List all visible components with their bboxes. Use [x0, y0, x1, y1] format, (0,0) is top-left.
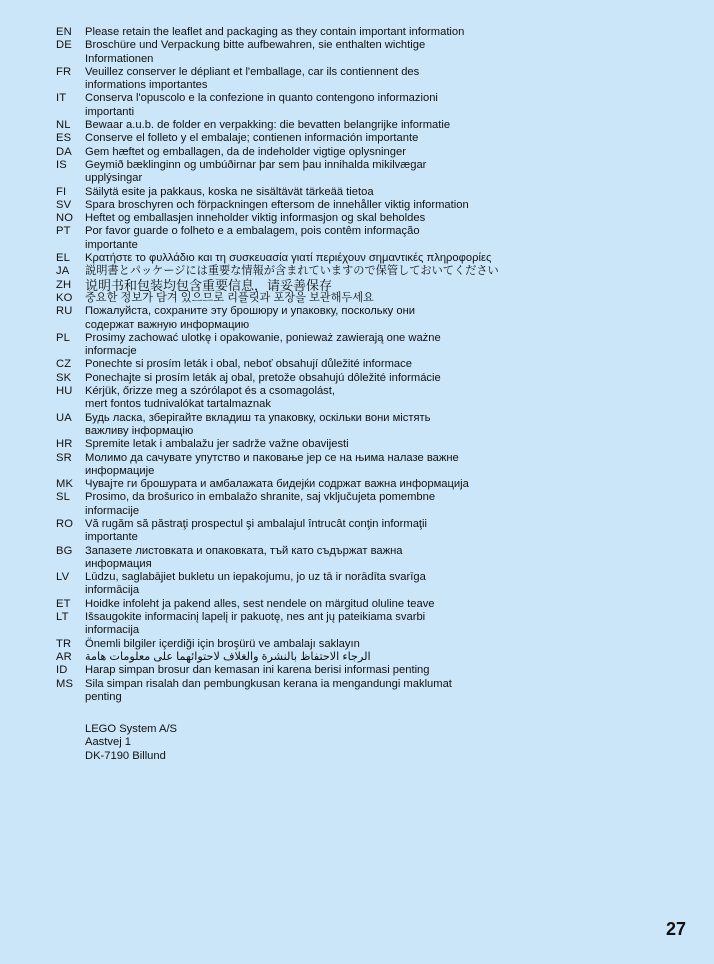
lang-code: SR [56, 451, 72, 464]
lang-code: IS [56, 158, 67, 171]
lang-code: KO [56, 291, 73, 304]
lang-row-de [56, 39, 526, 66]
lang-text: Пожалуйста, сохраните эту брошюру и упаковку, поскольку они содержат важную информацию [85, 305, 416, 331]
lang-code: SK [56, 371, 72, 384]
lang-code: SL [56, 491, 71, 504]
lang-text: الرجاء الاحتفاظ بالنشرة والغلاف لاحتوائهما على معلومات هامة [85, 650, 371, 663]
lang-row-lt [56, 611, 526, 638]
lang-code: EL [56, 252, 71, 265]
lang-code: IT [56, 92, 67, 105]
lang-text: Conserva l'opuscolo e la confezione in quanto contengono informazioni importanti [85, 92, 438, 118]
lang-text: Молимо да сачувате упутство и паковање јер се на њима налазе важне информације [85, 451, 459, 477]
lang-row-es [56, 132, 526, 145]
lang-code: CZ [56, 358, 72, 371]
lang-text: Por favor guarde o folheto e a embalagem, pois contêm informação importante [85, 225, 420, 251]
company-address [85, 723, 177, 763]
lang-code: ES [56, 132, 72, 145]
page-number: 27 [665, 919, 686, 939]
lang-row-cz [56, 358, 526, 371]
lang-code: PT [56, 225, 71, 238]
lang-code: HU [56, 385, 73, 398]
lang-code: LV [56, 571, 70, 584]
lang-row-fi [56, 186, 526, 199]
lang-text: Önemli bilgiler içerdiği için broşürü ve ambalajı saklayın [85, 637, 360, 650]
lang-row-sr [56, 452, 526, 479]
lang-text: Broschüre und Verpackung bitte aufbewahren, sie enthalten wichtige Informationen [85, 39, 426, 65]
lang-row-ua [56, 412, 526, 439]
lang-row-zh [56, 279, 526, 292]
lang-code: ZH [56, 278, 72, 291]
lang-text: Heftet og emballasjen inneholder viktig informasjon og skal beholdes [85, 212, 426, 225]
lang-row-id [56, 664, 526, 677]
lang-row-da [56, 146, 526, 159]
lang-code: MS [56, 677, 74, 690]
language-notice-list [56, 26, 526, 704]
lang-text: Vă rugăm să păstraţi prospectul şi ambalajul întrucât conţin informaţii importante [85, 517, 427, 544]
lang-text: Κρατήστε το φυλλάδιο και τη συσκευασία γιατί περιέχουν σημαντικές πληροφορίες [85, 252, 492, 265]
lang-code: EN [56, 26, 72, 38]
lang-text: Prosimo, da brošurico in embalažo shranite, saj vključujeta pomembne informacije [85, 491, 436, 517]
lang-code: MK [56, 478, 74, 491]
lang-code: NL [56, 119, 71, 132]
lang-code: RU [56, 305, 73, 318]
lang-code: BG [56, 544, 73, 557]
lang-code: AR [56, 650, 72, 663]
lang-code: HR [56, 438, 73, 451]
lang-row-no [56, 212, 526, 225]
lang-code: FR [56, 65, 72, 78]
lang-code: FI [56, 185, 67, 198]
lang-row-it [56, 92, 526, 119]
address-street: Aastvej 1 [85, 736, 132, 749]
lang-code: UA [56, 411, 72, 424]
lang-code: ET [56, 597, 71, 610]
lang-text: Lūdzu, saglabājiet bukletu un iepakojumu, jo uz tā ir norādīta svarīga informācija [85, 571, 426, 597]
lang-text: Будь ласка, зберігайте вкладиш та упаковку, оскільки вони містять важливу інформацію [85, 411, 431, 437]
lang-row-et [56, 598, 526, 611]
lang-code: RO [56, 517, 74, 530]
lang-text: Kérjük, őrizze meg a szórólapot és a csomagolást, mert fontos tudnivalókat tartalmaznak [85, 385, 335, 411]
lang-row-pl [56, 332, 526, 359]
lang-row-el [56, 252, 526, 265]
lang-code: JA [56, 265, 70, 278]
lang-row-sl [56, 491, 526, 518]
lang-text: Please retain the leaflet and packaging as they contain important information [85, 26, 465, 38]
lang-text: 说明书和包装均包含重要信息，请妥善保存 [85, 277, 333, 293]
address-company: LEGO System A/S [85, 723, 178, 735]
lang-row-hr [56, 438, 526, 451]
lang-row-ar [56, 651, 526, 664]
lang-text: Gem hæftet og emballagen, da de indeholder vigtige oplysninger [85, 145, 406, 158]
lang-row-ru [56, 305, 526, 332]
lang-text: Išsaugokite informacinį lapelį ir pakuotę, nes ant jų pateikiama svarbi informacija [85, 611, 426, 637]
lang-row-fr [56, 66, 526, 93]
lang-text: Sila simpan risalah dan pembungkusan kerana ia mengandungi maklumat penting [85, 677, 452, 703]
lang-code: ID [56, 664, 68, 677]
lang-row-bg [56, 545, 526, 572]
lang-row-ko [56, 292, 526, 305]
lang-text: 중요한 정보가 담겨 있으므로 리플릿과 포장을 보관해두세요 [85, 291, 374, 304]
lang-text: Spremite letak i ambalažu jer sadrže važne obavijesti [85, 438, 349, 451]
lang-row-ja [56, 265, 526, 278]
lang-row-mk [56, 478, 526, 491]
lang-row-hu [56, 385, 526, 412]
lang-text: Säilytä esite ja pakkaus, koska ne sisältävät tärkeää tietoa [85, 185, 374, 198]
lang-text: Veuillez conserver le dépliant et l'emballage, car ils contiennent des informations importantes [85, 65, 420, 92]
lang-text: Чувајте ги брошурата и амбалажата бидејќи содржат важна информација [85, 478, 469, 491]
lang-text: Harap simpan brosur dan kemasan ini karena berisi informasi penting [85, 664, 430, 677]
lang-code: DA [56, 145, 72, 158]
lang-text: Ponechte si prosím leták i obal, neboť obsahují důležité informace [85, 358, 412, 371]
lang-text: Prosimy zachować ulotkę i opakowanie, ponieważ zawierają one ważne informacje [85, 331, 441, 358]
lang-text: Hoidke infoleht ja pakend alles, sest nendele on märgitud oluline teave [85, 597, 435, 610]
lang-code: SV [56, 198, 72, 211]
lang-text: Spara broschyren och förpackningen eftersom de innehåller viktig information [85, 198, 469, 211]
lang-text: Ponechajte si prosím leták aj obal, pretože obsahujú dôležité informácie [85, 371, 441, 384]
lang-row-is [56, 159, 526, 186]
lang-row-sk [56, 372, 526, 385]
lang-row-pt [56, 225, 526, 252]
address-city: DK-7190 Billund [85, 749, 166, 762]
lang-text: 説明書とパッケージには重要な情報が含まれていますので保管しておいてください [85, 265, 499, 278]
lang-row-sv [56, 199, 526, 212]
lang-row-tr [56, 638, 526, 651]
lang-code: DE [56, 39, 72, 52]
lang-row-ro [56, 518, 526, 545]
lang-row-en [56, 26, 526, 39]
lang-text: Bewaar a.u.b. de folder en verpakking: die bevatten belangrijke informatie [85, 119, 451, 132]
lang-text: Conserve el folleto y el embalaje; contienen información importante [85, 132, 419, 145]
lang-text: Geymið bæklinginn og umbúðirnar þar sem þau innihalda mikilvægar upplýsingar [85, 158, 427, 185]
lang-row-lv [56, 571, 526, 598]
lang-code: PL [56, 331, 71, 344]
lang-row-nl [56, 119, 526, 132]
lang-text: Запазете листовката и опаковката, тъй като съдържат важна информация [85, 544, 403, 570]
lang-code: TR [56, 637, 72, 650]
lang-code: NO [56, 212, 74, 225]
lang-code: LT [56, 611, 69, 624]
lang-row-ms [56, 678, 526, 705]
